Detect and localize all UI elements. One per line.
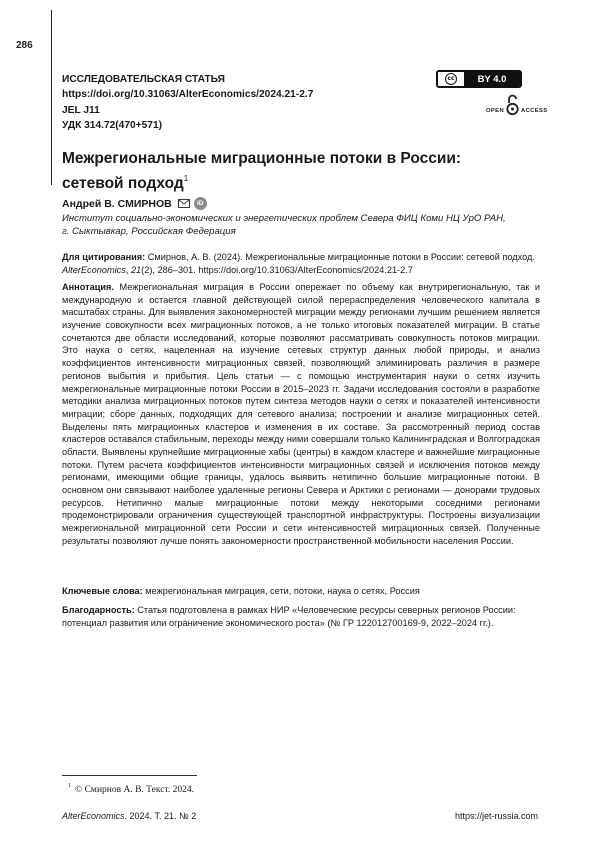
- acknowledgment-label: Благодарность:: [62, 605, 135, 615]
- open-access-right-text: ACCESS: [521, 108, 548, 114]
- page-number: 286: [16, 40, 33, 51]
- keywords-text: межрегиональная миграция, сети, потоки, наука о сетях, Россия: [142, 586, 420, 596]
- affiliation: [62, 212, 538, 238]
- margin-rule: [51, 10, 52, 185]
- keywords-label: Ключевые слова:: [62, 586, 143, 596]
- affiliation-line-1: Институт социально-экономических и энергетических проблем Севера ФИЦ Коми НЦ УрО РАН,: [62, 213, 506, 224]
- abstract-label: Аннотация.: [62, 282, 114, 292]
- footer-url[interactable]: https://jet-russia.com: [454, 811, 538, 821]
- title-footnote-mark[interactable]: 1: [183, 174, 189, 183]
- author-line: [62, 197, 207, 210]
- jel-code: JEL J11: [62, 104, 100, 116]
- author-name: Андрей В. СМИРНОВ: [62, 197, 172, 210]
- footnote-divider: [62, 775, 197, 776]
- article-type: ИССЛЕДОВАТЕЛЬСКАЯ СТАТЬЯ: [62, 74, 225, 85]
- acknowledgment-block: [62, 604, 540, 629]
- abstract-text: Межрегиональная миграция в России опережает по объему как внутрирегиональную, так и международную и остается главной действующей силой перераспределения человеческого капитала в масштабах страны. Для выявления закономерностей миграции между регионами лучшим решением является изучение совокупности всех миграционных потоков, а не только итоговых показателей миграции. В статье сочетаются две области исследований, которые позволяют рассматривать совокупность потоков миграции. Это наука о сетях, нацеленная на изучение сетевых структур данных любой природы, и анализ коэффициентов интенсивности миграционных связей, позволяющий элиминировать различия в размере регионов выбытия и прибытия. Цель статьи — с помощью инструментария науки о сетях изучить межрегиональные миграционные потоки России в 2015–2023 гг. Задачи исследования состояли в разработке методики анализа миграционных потоков путем синтеза методов науки о сетях и показателей интенсивности миграции; сборе данных, подходящих для сетевого анализа; построении и анализе миграционных сетей. Выделены пять миграционных кластеров и изменения в их составе. За рассмотренный период состав кластеров оставался стабильным, переходы между ними совершали только Калининградская и Волгоградская области. Выявлены крупнейшие миграционные хабы (центры) в каждом кластере и важнейшие миграционные потоки. Путем расчета коэффициентов интенсивности миграционных связей и исключения потоков между регионами, имеющими общие границы, удалось выявить нетипично большие миграционные потоки. В основном они связывают наиболее удаленные регионы Севера и Арктики с регионами — донорами трудовых ресурсов. Нетипично малые миграционные потоки между некоторыми соседними регионами продемонстрировали ограничения существующей транспортной инфраструктуры. Построены визуализации межрегиональной миграционной сети России и сети интенсивностей миграционных связей. Полученные результаты позволяют лучше понять закономерности пространственной мобильности населения России.: [62, 282, 540, 546]
- title-line-2: сетевой подход: [62, 175, 184, 192]
- acknowledgment-text: Статья подготовлена в рамках НИР «Человеческие ресурсы северных регионов России: потенциал развития или ограничение экономического роста» (№ ГР 122012700169-9, 2022–2024 гг.).: [62, 605, 516, 628]
- doi-link[interactable]: https://doi.org/10.31063/AlterEconomics/2024.21-2.7: [62, 89, 314, 101]
- orcid-icon[interactable]: iD: [194, 197, 207, 210]
- abstract-block: [62, 281, 540, 547]
- udk-code: УДК 314.72(470+571): [62, 120, 163, 132]
- footer-journal-info: [62, 811, 196, 821]
- mail-icon[interactable]: [178, 199, 190, 208]
- citation-text-2: ,: [125, 264, 131, 275]
- cc-license-badge[interactable]: [436, 70, 522, 88]
- footer-journal: AlterEconomics: [62, 811, 125, 821]
- footnote-mark: 1: [68, 783, 71, 789]
- keywords-block: [62, 585, 540, 598]
- open-access-logo: [486, 94, 556, 120]
- affiliation-line-2: г. Сыктывкар, Российская Федерация: [62, 226, 236, 237]
- title-line-1: Межрегиональные миграционные потоки в России:: [62, 150, 462, 167]
- cc-icon: cc: [445, 73, 457, 85]
- open-access-left-text: OPEN: [486, 108, 505, 114]
- footer-issue: . 2024. Т. 21. № 2: [124, 811, 197, 821]
- article-title: [62, 149, 542, 194]
- citation-journal: AlterEconomics: [62, 264, 126, 275]
- license-label: BY 4.0: [464, 72, 520, 86]
- footnote: [68, 783, 194, 795]
- citation-volume: 21: [130, 264, 142, 275]
- article-meta: [62, 72, 313, 134]
- footnote-text: © Смирнов А. В. Текст. 2024.: [75, 785, 194, 795]
- citation-label: Для цитирования:: [62, 252, 146, 262]
- citation-block: [62, 251, 540, 276]
- citation-text-1: Смирнов, А. В. (2024). Межрегиональные миграционные потоки в России: сетевой подход.: [145, 252, 535, 262]
- open-access-lock-icon: [506, 94, 519, 116]
- citation-text-3: (2), 286–301. https://doi.org/10.31063/AlterEconomics/2024.21-2.7: [141, 264, 413, 275]
